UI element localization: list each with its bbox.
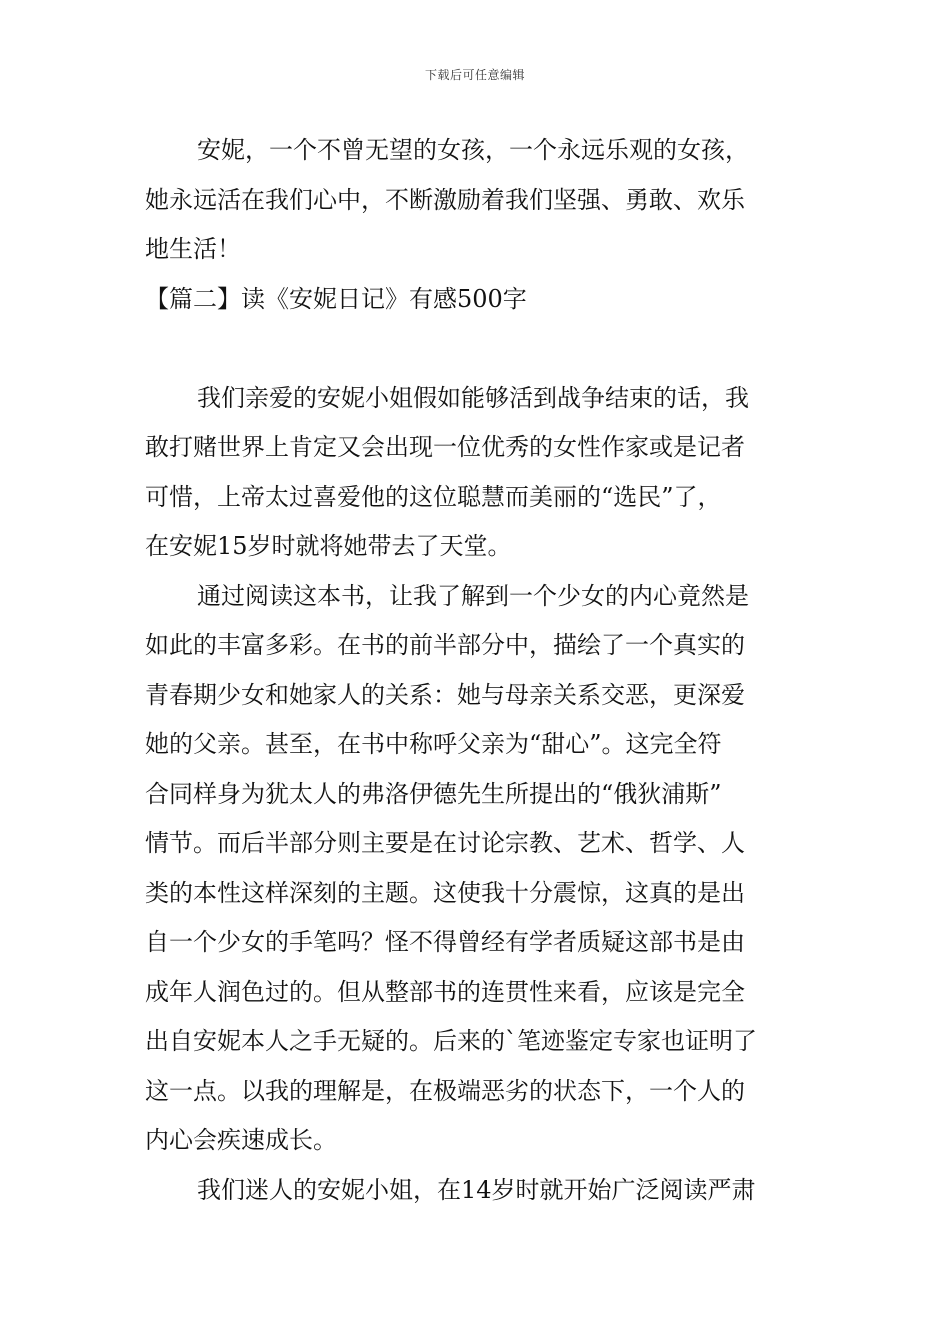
blank-line bbox=[145, 324, 809, 374]
paragraph-4 bbox=[145, 1166, 809, 1216]
text-line: 我们亲爱的安妮小姐假如能够活到战争结束的话，我 bbox=[197, 383, 749, 412]
page-header: 下载后可任意编辑 bbox=[424, 68, 525, 82]
text-line: 可惜，上帝太过喜爱他的这位聪慧而美丽的“选民”了， bbox=[145, 482, 722, 511]
text-line: 她的父亲。甚至，在书中称呼父亲为“甜心”。这完全符 bbox=[145, 730, 722, 758]
text-line: 内心会疾速成长。 bbox=[145, 1126, 337, 1154]
text-line: 地生活！ bbox=[145, 235, 241, 263]
paragraph-2 bbox=[145, 374, 809, 572]
text-line: 通过阅读这本书，让我了解到一个少女的内心竟然是 bbox=[197, 581, 749, 610]
paragraph-3 bbox=[145, 572, 809, 1166]
text-line: 这一点。以我的理解是，在极端恶劣的状态下，一个人的 bbox=[145, 1076, 745, 1105]
section-heading: 【篇二】读《安妮日记》有感500字 bbox=[145, 284, 527, 313]
paragraph-1 bbox=[145, 126, 809, 275]
text-line: 情节。而后半部分则主要是在讨论宗教、艺术、哲学、人 bbox=[145, 829, 745, 857]
text-line: 成年人润色过的。但从整部书的连贯性来看，应该是完全 bbox=[145, 977, 745, 1006]
text-line: 出自安妮本人之手无疑的。后来的`笔迹鉴定专家也证明了 bbox=[145, 1027, 757, 1055]
text-line: 敢打赌世界上肯定又会出现一位优秀的女性作家或是记者 bbox=[145, 433, 745, 461]
text-line: 如此的丰富多彩。在书的前半部分中，描绘了一个真实的 bbox=[145, 631, 745, 659]
document-body bbox=[145, 126, 809, 1215]
text-line: 青春期少女和她家人的关系：她与母亲关系交恶，更深爱 bbox=[145, 680, 745, 709]
text-line: 自一个少女的手笔吗？怪不得曾经有学者质疑这部书是由 bbox=[145, 928, 745, 956]
text-line: 在安妮15岁时就将她带去了天堂。 bbox=[145, 532, 512, 560]
text-line: 她永远活在我们心中，不断激励着我们坚强、勇敢、欢乐 bbox=[145, 185, 745, 214]
text-line: 我们迷人的安妮小姐，在14岁时就开始广泛阅读严肃 bbox=[197, 1175, 756, 1204]
text-line: 类的本性这样深刻的主题。这使我十分震惊，这真的是出 bbox=[145, 878, 745, 907]
text-line: 安妮，一个不曾无望的女孩，一个永远乐观的女孩， bbox=[197, 136, 749, 164]
text-line: 合同样身为犹太人的弗洛伊德先生所提出的“俄狄浦斯” bbox=[145, 779, 722, 808]
